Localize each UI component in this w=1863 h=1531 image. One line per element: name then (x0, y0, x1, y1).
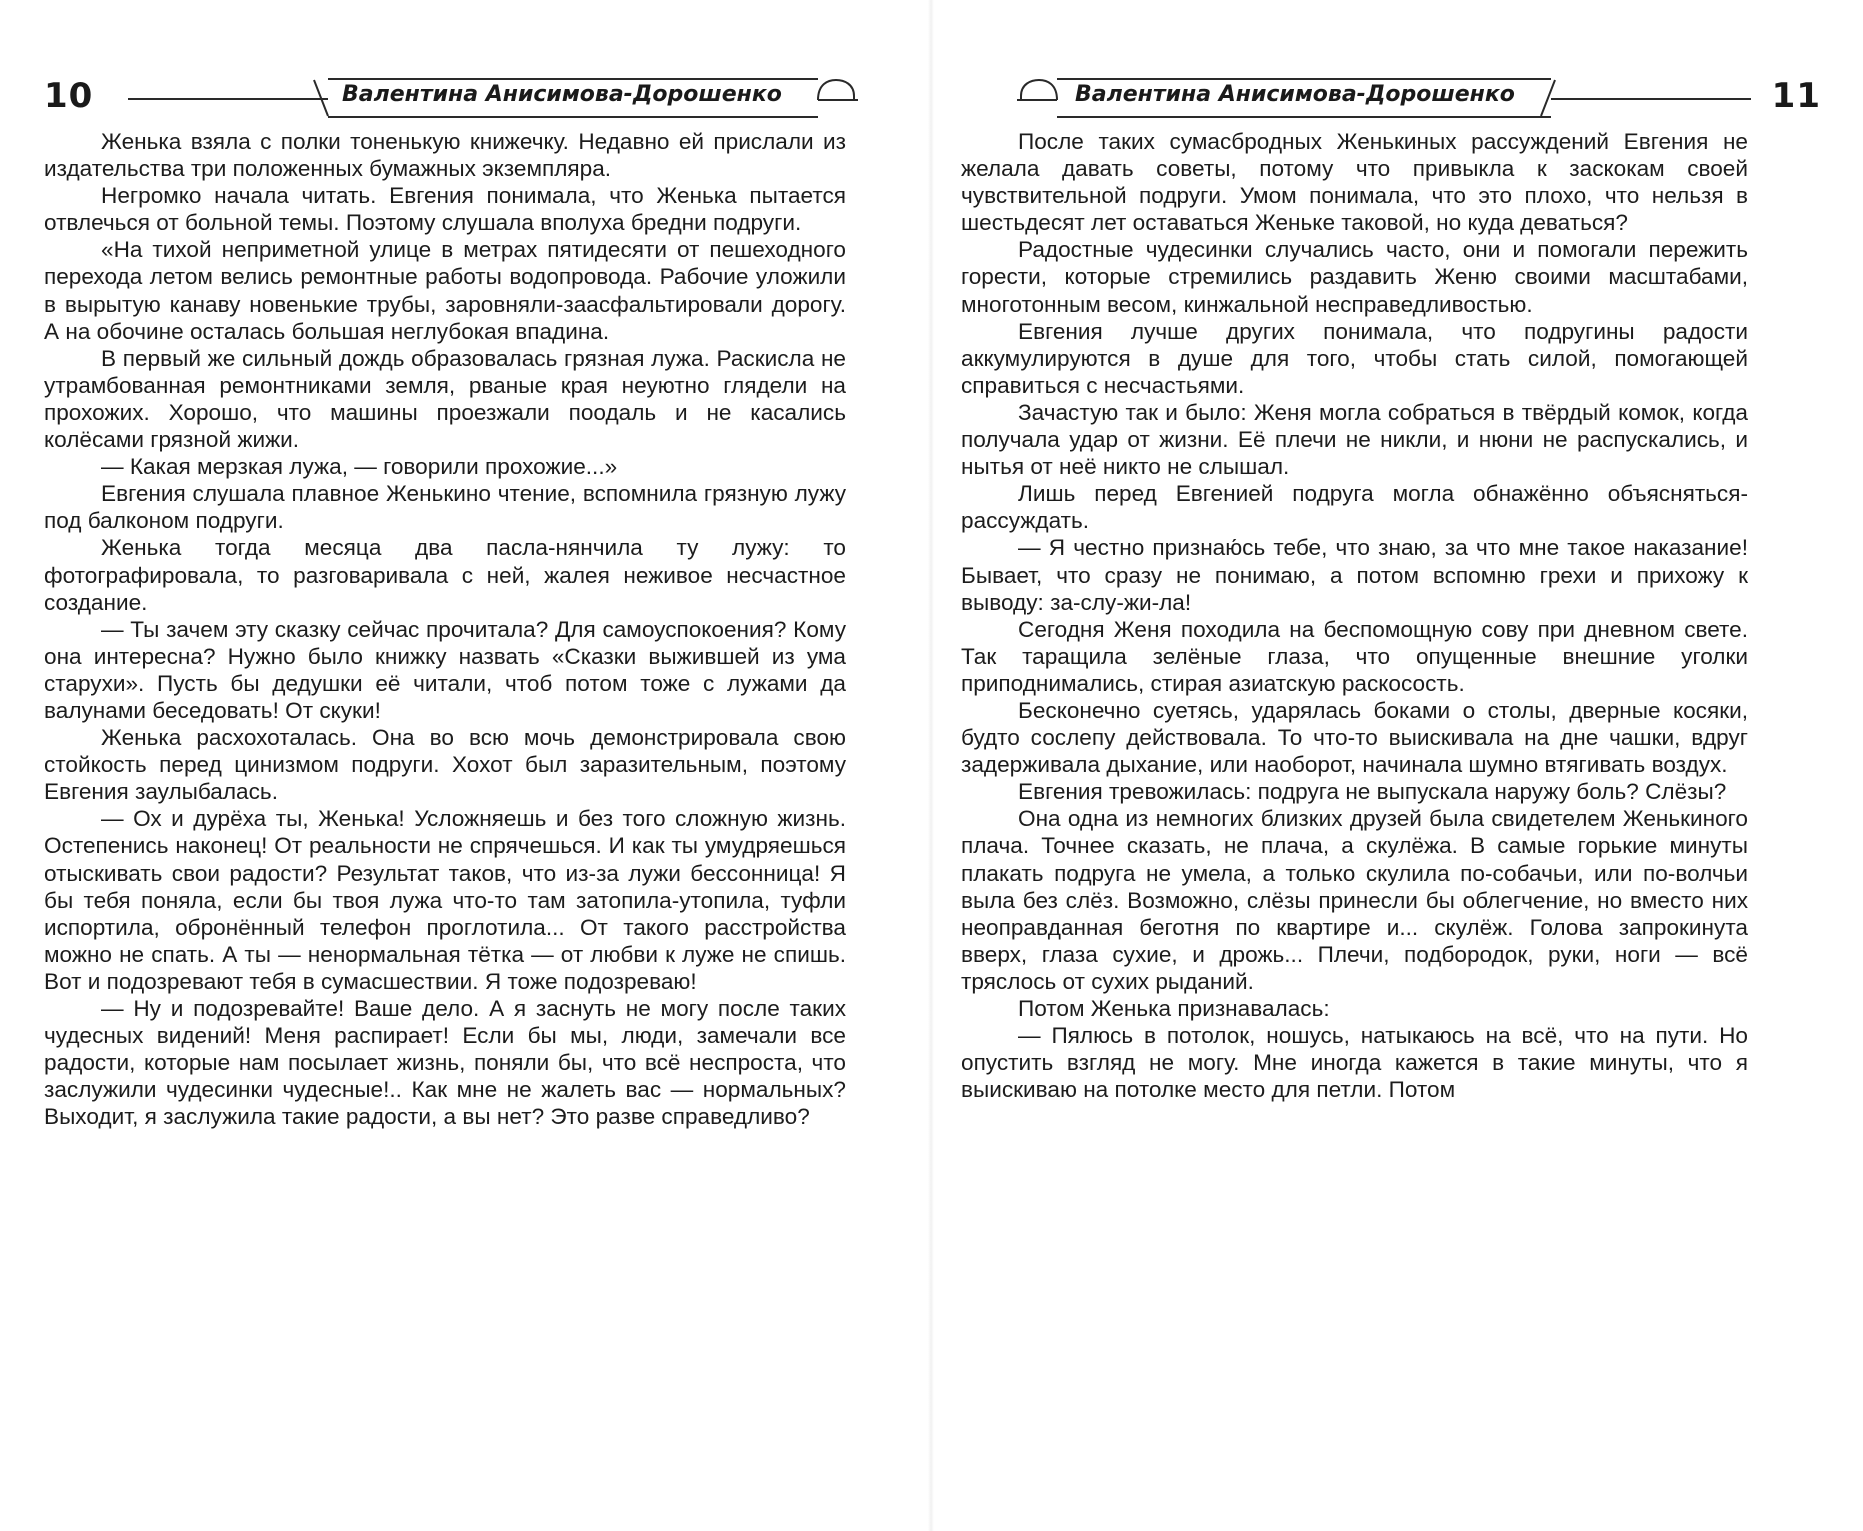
paragraph: Лишь перед Евгенией подруга могла обнажённо объясняться-рассуждать. (961, 481, 1748, 534)
paragraph: Зачастую так и было: Женя могла собраться в твёрдый комок, когда получала удар от жизни. Её плечи не никли, и нюни не распускались, и нытья от неё никто не слышал. (961, 399, 1748, 480)
paragraph: Женька тогда месяца два пасла-нянчила ту лужу: то фотографировала, то разговаривала с ней, жалея неживое несчастное создание. (44, 535, 846, 615)
left-page-number: 10 (44, 76, 94, 116)
left-page (0, 0, 931, 1531)
paragraph: «На тихой неприметной улице в метрах пятидесяти от пешеходного перехода летом велись ремонтные работы водопровода. Рабочие уложили в вырытую канаву новенькие трубы, заровняли-заасфальтировали дорогу. А на обочине осталась большая неглубокая впадина. (44, 237, 846, 344)
paragraph: Негромко начала читать. Евгения понимала, что Женька пытается отвлечься от больной темы. Поэтому слушала вполуха бредни подруги. (44, 183, 846, 236)
right-running-header (1031, 66, 1821, 126)
paragraph: Она одна из немногих близких друзей была свидетелем Женькиного плача. Точнее сказать, не плача, а скулёжа. В самые горькие минуты плакать подруга не умела, а только скулила по-собачьи, или по-волчьи выла без слёз. Возможно, слёзы принесли бы облегчение, но вместо них неоправданная беготня по квартире и... скулёж. Голова запрокинута вверх, глаза сухие, и дрожь... Плечи, подбородок, руки, ноги — всё тряслось от сухих рыданий. (961, 806, 1748, 994)
right-header-ornament (1015, 76, 1061, 104)
right-running-head-author: Валентина Анисимова-Дорошенко (1075, 82, 1515, 107)
right-header-rule (1551, 98, 1751, 100)
paragraph: — Ох и дурёха ты, Женька! Усложняешь и без того сложную жизнь. Остепенись наконец! От реальности не спрячешься. И как ты умудряешься отыскивать свои радости? Результат таков, что из-за лужи бессонница! Я бы тебя поняла, если бы твоя лужа что-то там затопила-утопила, туфли испортила, обронённый телефон проглотила... От такого расстройства можно не спать. А ты — ненормальная тётка — от любви к луже не спишь. Вот и подозревают тебя в сумасшествии. Я тоже подозреваю! (44, 806, 846, 994)
paragraph: Бесконечно суетясь, ударялась боками о столы, дверные косяки, будто сослепу действовала. То что-то выискивала на дне чашки, вдруг задерживала дыхание, или наоборот, начинала шумно втягивать воздух. (961, 697, 1748, 778)
paragraph: — Я честно признаю́сь тебе, что знаю, за что мне такое наказание! Бывает, что сразу не понимаю, а потом вспомню грехи и прихожу к выводу: за-слу-жи-ла! (961, 535, 1748, 615)
paragraph: Евгения слушала плавное Женькино чтение, вспомнила грязную лужу под балконом подруги. (44, 481, 846, 534)
paragraph: Сегодня Женя походила на беспомощную сову при дневном свете. Так таращила зелёные глаза, что опущенные внешние уголки приподнимались, стирая азиатскую раскосость. (961, 616, 1748, 696)
left-running-header (44, 66, 844, 126)
left-header-ornament (814, 76, 860, 104)
paragraph: После таких сумасбродных Женькиных рассуждений Евгения не желала давать советы, потому что привыкла к заскокам своей чувствительной подруги. Умом понимала, что это плохо, что нельзя в шестьдесят лет оставаться Женьке таковой, но куда деваться? (961, 129, 1748, 236)
paragraph: Евгения тревожилась: подруга не выпускала наружу боль? Слёзы? (1018, 779, 1727, 805)
right-page-number: 11 (1771, 76, 1821, 116)
paragraph: В первый же сильный дождь образовалась грязная лужа. Раскисла не утрамбованная ремонтниками земля, рваные края неуютно глядели на прохожих. Хорошо, что машины проезжали поодаль и не касались колёсами грязной жижи. (44, 345, 846, 453)
paragraph: Потом Женька признавалась: (1018, 996, 1330, 1021)
left-page-body (44, 128, 846, 1130)
right-page (931, 0, 1863, 1531)
paragraph: — Ну и подозревайте! Ваше дело. А я заснуть не могу после таких чудесных видений! Меня распирает! Если бы мы, люди, замечали все радости, которые нам посылает жизнь, поняли бы, что всё неспроста, что заслужили чудесинки чудесные!.. Как мне не жалеть вас — нормальных? Выходит, я заслужила такие радости, а вы нет? Это разве справедливо? (44, 996, 846, 1130)
paragraph: — Пялюсь в потолок, ношусь, натыкаюсь на всё, что на пути. Но опустить взгляд не могу. Мне иногда кажется в такие минуты, что я выискиваю на потолке место для петли. Потом (961, 1023, 1748, 1103)
paragraph: — Ты зачем эту сказку сейчас прочитала? Для самоуспокоения? Кому она интересна? Нужно было книжку назвать «Сказки выжившей из ума старухи». Пусть бы дедушки её читали, чтоб потом тоже с лужами да валунами беседовать! От скуки! (44, 616, 846, 723)
left-header-rule (128, 98, 328, 100)
paragraph: Радостные чудесинки случались часто, они и помогали пережить горести, которые стремились раздавить Женю своими масштабами, многотонным весом, кинжальной несправедливостью. (961, 237, 1748, 317)
paragraph: Женька расхохоталась. Она во всю мочь демонстрировала свою стойкость перед цинизмом подруги. Хохот был заразительным, поэтому Евгения заулыбалась. (44, 725, 846, 805)
paragraph: — Какая мерзкая лужа, — говорили прохожие...» (101, 454, 618, 480)
right-page-body (961, 128, 1748, 1103)
paragraph: Евгения лучше других понимала, что подругины радости аккумулируются в душе для того, чтобы стать силой, помогающей справиться с несчастьями. (961, 318, 1748, 398)
left-running-head-author: Валентина Анисимова-Дорошенко (342, 82, 782, 107)
paragraph: Женька взяла с полки тоненькую книжечку. Недавно ей прислали из издательства три положенных бумажных экземпляра. (44, 129, 846, 182)
